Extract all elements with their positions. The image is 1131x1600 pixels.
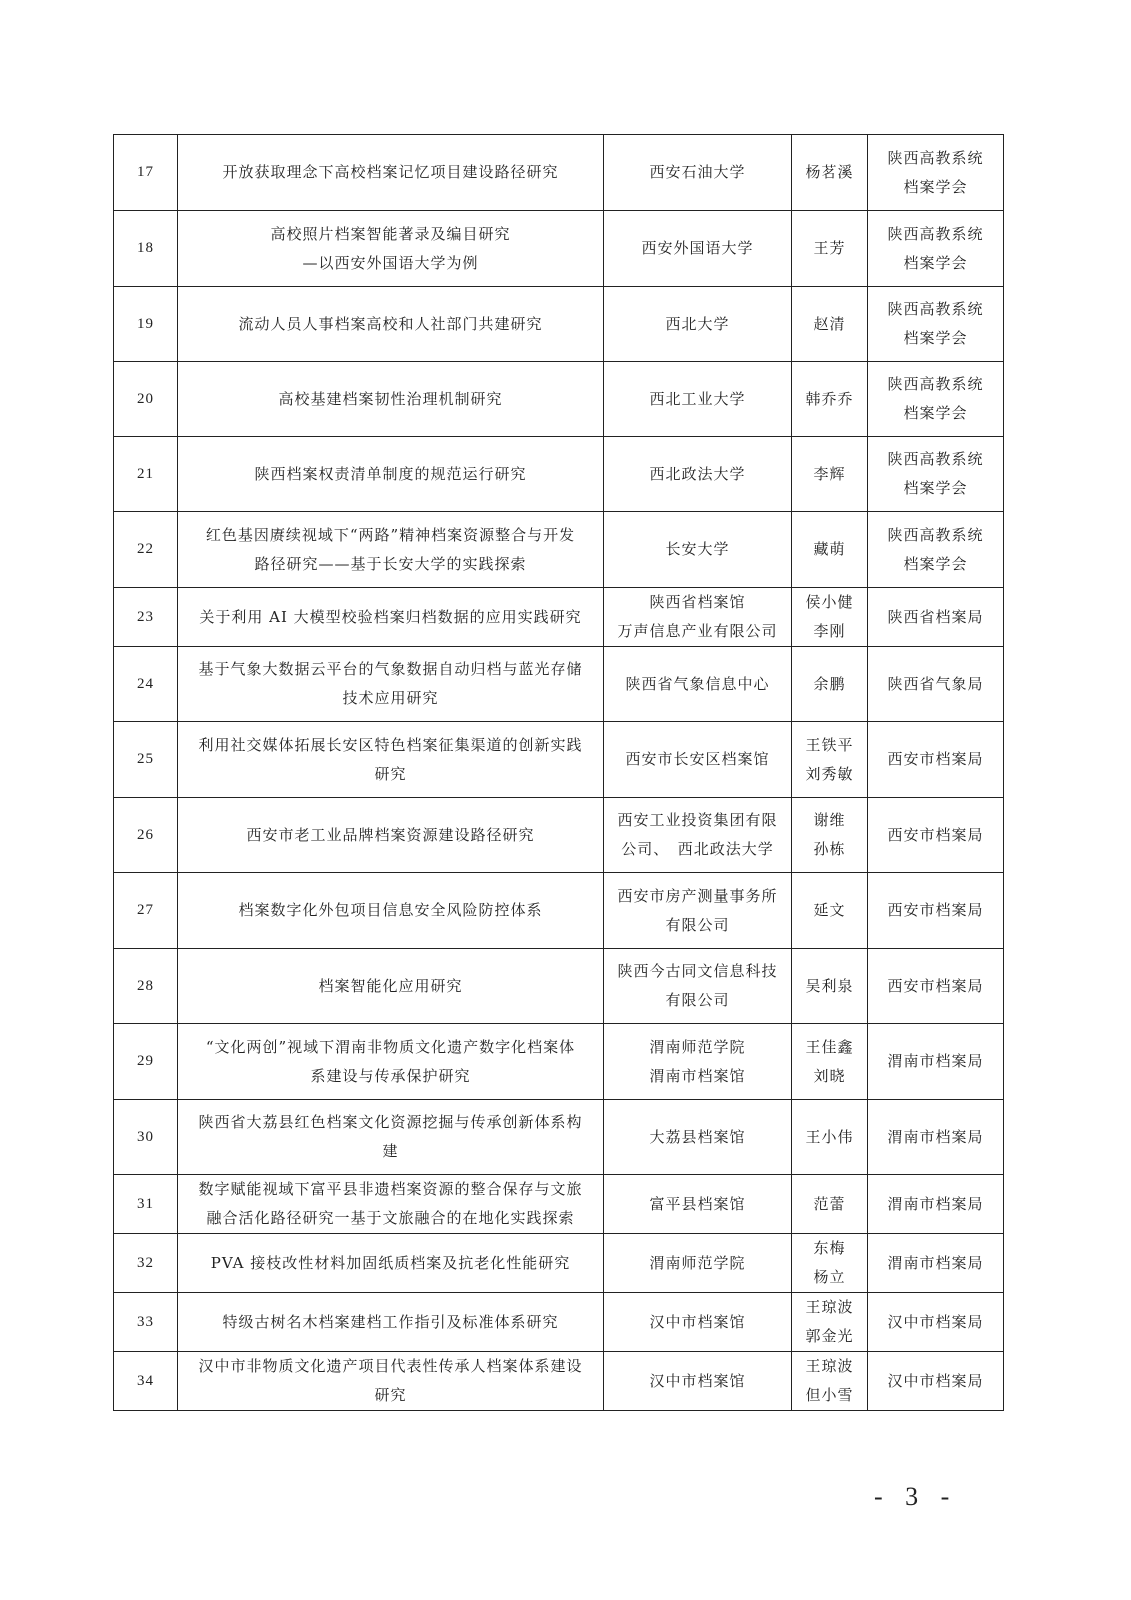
project-title-cell	[178, 722, 604, 798]
project-title-cell	[178, 949, 604, 1024]
person-line: 延文	[813, 901, 846, 919]
person-line: 刘秀敏	[805, 764, 854, 783]
recommending-dept-line: 档案学会	[903, 329, 968, 347]
unit-cell	[604, 211, 792, 287]
row-number-cell: 17	[114, 135, 178, 211]
person-cell	[792, 722, 868, 798]
recommending-dept-line: 陕西高教系统	[887, 375, 984, 393]
page-number: - 3 -	[874, 1482, 958, 1511]
person-cell	[792, 1100, 868, 1175]
table-row	[114, 1024, 1004, 1100]
recommending-dept-line: 汉中市档案局	[887, 1312, 984, 1331]
recommending-dept-cell	[868, 211, 1004, 287]
project-title-cell	[178, 362, 604, 437]
project-title-line: 研究	[374, 1386, 407, 1404]
recommending-dept-line: 西安市档案局	[887, 976, 984, 995]
recommending-dept-cell	[868, 1293, 1004, 1352]
row-number-cell: 23	[114, 588, 178, 647]
unit-line: 有限公司	[665, 915, 730, 934]
recommending-dept-cell	[868, 1100, 1004, 1175]
person-line: 孙栋	[813, 840, 846, 858]
unit-line: 陕西今古同文信息科技	[617, 962, 778, 980]
row-number-cell: 19	[114, 287, 178, 362]
unit-line: 万声信息产业有限公司	[617, 622, 778, 640]
person-line: 吴利泉	[805, 976, 854, 995]
project-title-cell	[178, 1352, 604, 1411]
unit-line: 渭南师范学院	[649, 1253, 746, 1272]
person-cell	[792, 287, 868, 362]
project-title-line: 高校照片档案智能著录及编目研究	[270, 224, 511, 243]
project-table-body	[114, 135, 1004, 1411]
table-row	[114, 1234, 1004, 1293]
project-title-line: 路径研究——基于长安大学的实践探索	[254, 554, 527, 573]
unit-line: 西安市长安区档案馆	[625, 750, 770, 768]
project-title-line: 流动人员人事档案高校和人社部门共建研究	[238, 314, 543, 333]
recommending-dept-cell	[868, 362, 1004, 437]
person-line: 王铁平	[805, 735, 854, 754]
unit-cell	[604, 437, 792, 512]
row-number-cell: 20	[114, 362, 178, 437]
project-title-line: 开放获取理念下高校档案记忆项目建设路径研究	[222, 163, 559, 181]
row-number-cell: 34	[114, 1352, 178, 1411]
row-number-cell: 25	[114, 722, 178, 798]
unit-cell	[604, 949, 792, 1024]
project-title-line: 红色基因赓续视域下“两路”精神档案资源整合与开发	[205, 525, 576, 544]
unit-line: 陕西省气象信息中心	[625, 674, 770, 693]
recommending-dept-line: 陕西高教系统	[887, 450, 984, 468]
project-title-line: 档案智能化应用研究	[318, 976, 463, 995]
project-title-line: PVA 接枝改性材料加固纸质档案及抗老化性能研究	[210, 1253, 571, 1272]
recommending-dept-line: 档案学会	[903, 554, 968, 573]
person-line: 杨茗溪	[805, 163, 854, 181]
unit-line: 西北政法大学	[649, 464, 746, 483]
person-cell	[792, 647, 868, 722]
recommending-dept-cell	[868, 647, 1004, 722]
recommending-dept-cell	[868, 1024, 1004, 1100]
table-row	[114, 873, 1004, 949]
person-cell	[792, 873, 868, 949]
table-row	[114, 647, 1004, 722]
project-title-cell	[178, 1024, 604, 1100]
person-cell	[792, 135, 868, 211]
table-row	[114, 1293, 1004, 1352]
table-row	[114, 1100, 1004, 1175]
table-row	[114, 512, 1004, 588]
person-cell	[792, 362, 868, 437]
project-title-cell	[178, 1175, 604, 1234]
person-line: 刘晓	[813, 1066, 846, 1085]
project-title-line: 研究	[374, 764, 407, 783]
row-number-cell: 26	[114, 798, 178, 873]
unit-cell	[604, 1100, 792, 1175]
person-line: 李刚	[813, 622, 846, 640]
person-line: 王佳鑫	[805, 1037, 854, 1056]
row-number-cell: 22	[114, 512, 178, 588]
unit-line: 西安市房产测量事务所	[617, 886, 778, 905]
row-number-cell: 32	[114, 1234, 178, 1293]
person-line: 郭金光	[805, 1327, 854, 1345]
unit-line: 公司、 西北政法大学	[621, 840, 774, 858]
unit-cell	[604, 1293, 792, 1352]
recommending-dept-line: 渭南市档案局	[887, 1253, 984, 1272]
unit-cell	[604, 647, 792, 722]
unit-line: 大荔县档案馆	[649, 1127, 746, 1146]
person-cell	[792, 949, 868, 1024]
unit-line: 富平县档案馆	[649, 1194, 746, 1213]
project-title-line: 陕西档案权责清单制度的规范运行研究	[254, 464, 527, 483]
recommending-dept-cell	[868, 512, 1004, 588]
recommending-dept-line: 西安市档案局	[887, 825, 984, 844]
recommending-dept-line: 陕西高教系统	[887, 224, 984, 243]
row-number-cell: 27	[114, 873, 178, 949]
person-line: 李辉	[813, 464, 846, 483]
project-title-cell	[178, 1293, 604, 1352]
unit-cell	[604, 362, 792, 437]
unit-cell	[604, 1352, 792, 1411]
unit-line: 陕西省档案馆	[649, 593, 746, 611]
unit-cell	[604, 722, 792, 798]
project-title-line: 基于气象大数据云平台的气象数据自动归档与蓝光存储	[198, 660, 583, 678]
row-number-cell: 24	[114, 647, 178, 722]
recommending-dept-cell	[868, 798, 1004, 873]
recommending-dept-line: 渭南市档案局	[887, 1052, 984, 1070]
unit-line: 长安大学	[665, 540, 730, 558]
project-title-cell	[178, 1100, 604, 1175]
recommending-dept-line: 陕西高教系统	[887, 148, 984, 167]
row-number-cell: 28	[114, 949, 178, 1024]
unit-line: 渭南市档案馆	[649, 1066, 746, 1085]
unit-cell	[604, 1175, 792, 1234]
unit-cell	[604, 588, 792, 647]
project-title-line: 汉中市非物质文化遗产项目代表性传承人档案体系建设	[198, 1357, 583, 1375]
person-line: 韩乔乔	[805, 389, 854, 408]
person-line: 余鹏	[813, 674, 846, 693]
person-line: 王琼波	[805, 1357, 854, 1375]
person-cell	[792, 512, 868, 588]
unit-line: 西安石油大学	[649, 163, 746, 181]
project-title-line: 技术应用研究	[342, 689, 439, 707]
person-cell	[792, 1175, 868, 1234]
person-cell	[792, 798, 868, 873]
table-row	[114, 211, 1004, 287]
recommending-dept-line: 档案学会	[903, 479, 968, 497]
unit-line: 西北大学	[665, 314, 730, 333]
person-line: 侯小健	[805, 593, 854, 611]
table-row	[114, 362, 1004, 437]
unit-line: 汉中市档案馆	[649, 1312, 746, 1331]
recommending-dept-line: 汉中市档案局	[887, 1371, 984, 1390]
table-row	[114, 287, 1004, 362]
person-line: 王芳	[813, 239, 846, 257]
recommending-dept-line: 陕西省气象局	[887, 674, 984, 693]
project-title-line: 档案数字化外包项目信息安全风险防控体系	[238, 901, 543, 919]
recommending-dept-cell	[868, 873, 1004, 949]
unit-cell	[604, 1234, 792, 1293]
project-title-cell	[178, 873, 604, 949]
project-title-line: 利用社交媒体拓展长安区特色档案征集渠道的创新实践	[198, 735, 583, 754]
unit-cell	[604, 1024, 792, 1100]
table-row	[114, 722, 1004, 798]
project-title-cell	[178, 588, 604, 647]
project-table	[113, 134, 1004, 1411]
unit-cell	[604, 512, 792, 588]
project-title-line: 建	[382, 1142, 399, 1160]
recommending-dept-line: 陕西高教系统	[887, 525, 984, 544]
recommending-dept-cell	[868, 722, 1004, 798]
project-title-cell	[178, 135, 604, 211]
row-number-cell: 18	[114, 211, 178, 287]
row-number-cell: 21	[114, 437, 178, 512]
project-title-line: 西安市老工业品牌档案资源建设路径研究	[246, 825, 535, 844]
project-title-line: “文化两创”视域下渭南非物质文化遗产数字化档案体	[205, 1037, 576, 1056]
recommending-dept-cell	[868, 949, 1004, 1024]
project-title-line: 高校基建档案韧性治理机制研究	[278, 389, 503, 408]
person-line: 藏萌	[813, 540, 846, 558]
person-cell	[792, 588, 868, 647]
person-line: 杨立	[813, 1268, 846, 1286]
person-cell	[792, 1352, 868, 1411]
project-title-line: 特级古树名木档案建档工作指引及标准体系研究	[222, 1312, 559, 1331]
person-line: 但小雪	[805, 1386, 854, 1404]
project-title-line: 数字赋能视域下富平县非遗档案资源的整合保存与文旅	[198, 1180, 583, 1198]
recommending-dept-cell	[868, 588, 1004, 647]
unit-line: 西北工业大学	[649, 389, 746, 408]
person-line: 谢维	[813, 811, 846, 829]
table-row	[114, 588, 1004, 647]
person-line: 王琼波	[805, 1298, 854, 1316]
row-number-cell: 30	[114, 1100, 178, 1175]
person-line: 范蕾	[813, 1194, 846, 1213]
person-line: 王小伟	[805, 1127, 854, 1146]
row-number-cell: 33	[114, 1293, 178, 1352]
table-row	[114, 1175, 1004, 1234]
project-title-cell	[178, 437, 604, 512]
recommending-dept-line: 档案学会	[903, 177, 968, 196]
row-number-cell: 29	[114, 1024, 178, 1100]
person-cell	[792, 437, 868, 512]
project-title-line: 陕西省大荔县红色档案文化资源挖掘与传承创新体系构	[198, 1113, 583, 1131]
person-cell	[792, 211, 868, 287]
table-row	[114, 798, 1004, 873]
project-title-line: 关于利用 AI 大模型校验档案归档数据的应用实践研究	[199, 607, 582, 626]
project-title-cell	[178, 512, 604, 588]
recommending-dept-line: 陕西高教系统	[887, 300, 984, 318]
recommending-dept-line: 渭南市档案局	[887, 1194, 984, 1213]
unit-cell	[604, 135, 792, 211]
recommending-dept-line: 西安市档案局	[887, 901, 984, 919]
recommending-dept-line: 档案学会	[903, 404, 968, 422]
unit-cell	[604, 873, 792, 949]
project-title-line: 系建设与传承保护研究	[310, 1066, 471, 1085]
person-cell	[792, 1024, 868, 1100]
unit-line: 西安外国语大学	[641, 239, 754, 257]
table-row	[114, 949, 1004, 1024]
unit-line: 汉中市档案馆	[649, 1371, 746, 1390]
project-title-cell	[178, 647, 604, 722]
person-line: 赵清	[813, 314, 846, 333]
unit-line: 西安工业投资集团有限	[617, 811, 778, 829]
unit-cell	[604, 287, 792, 362]
recommending-dept-cell	[868, 437, 1004, 512]
project-title-cell	[178, 1234, 604, 1293]
recommending-dept-line: 渭南市档案局	[887, 1127, 984, 1146]
recommending-dept-line: 档案学会	[903, 253, 968, 272]
row-number-cell: 31	[114, 1175, 178, 1234]
recommending-dept-cell	[868, 135, 1004, 211]
unit-line: 渭南师范学院	[649, 1037, 746, 1056]
table-row	[114, 135, 1004, 211]
table-row	[114, 1352, 1004, 1411]
person-line: 东梅	[813, 1239, 846, 1257]
recommending-dept-cell	[868, 287, 1004, 362]
recommending-dept-cell	[868, 1352, 1004, 1411]
project-title-line: 融合活化路径研究一基于文旅融合的在地化实践探索	[206, 1209, 575, 1227]
recommending-dept-cell	[868, 1175, 1004, 1234]
person-cell	[792, 1293, 868, 1352]
table-row	[114, 437, 1004, 512]
project-title-cell	[178, 798, 604, 873]
project-title-cell	[178, 211, 604, 287]
recommending-dept-cell	[868, 1234, 1004, 1293]
person-cell	[792, 1234, 868, 1293]
unit-line: 有限公司	[665, 991, 730, 1009]
recommending-dept-line: 陕西省档案局	[887, 607, 984, 626]
project-title-line: —以西安外国语大学为例	[302, 253, 479, 272]
unit-cell	[604, 798, 792, 873]
recommending-dept-line: 西安市档案局	[887, 750, 984, 768]
project-title-cell	[178, 287, 604, 362]
